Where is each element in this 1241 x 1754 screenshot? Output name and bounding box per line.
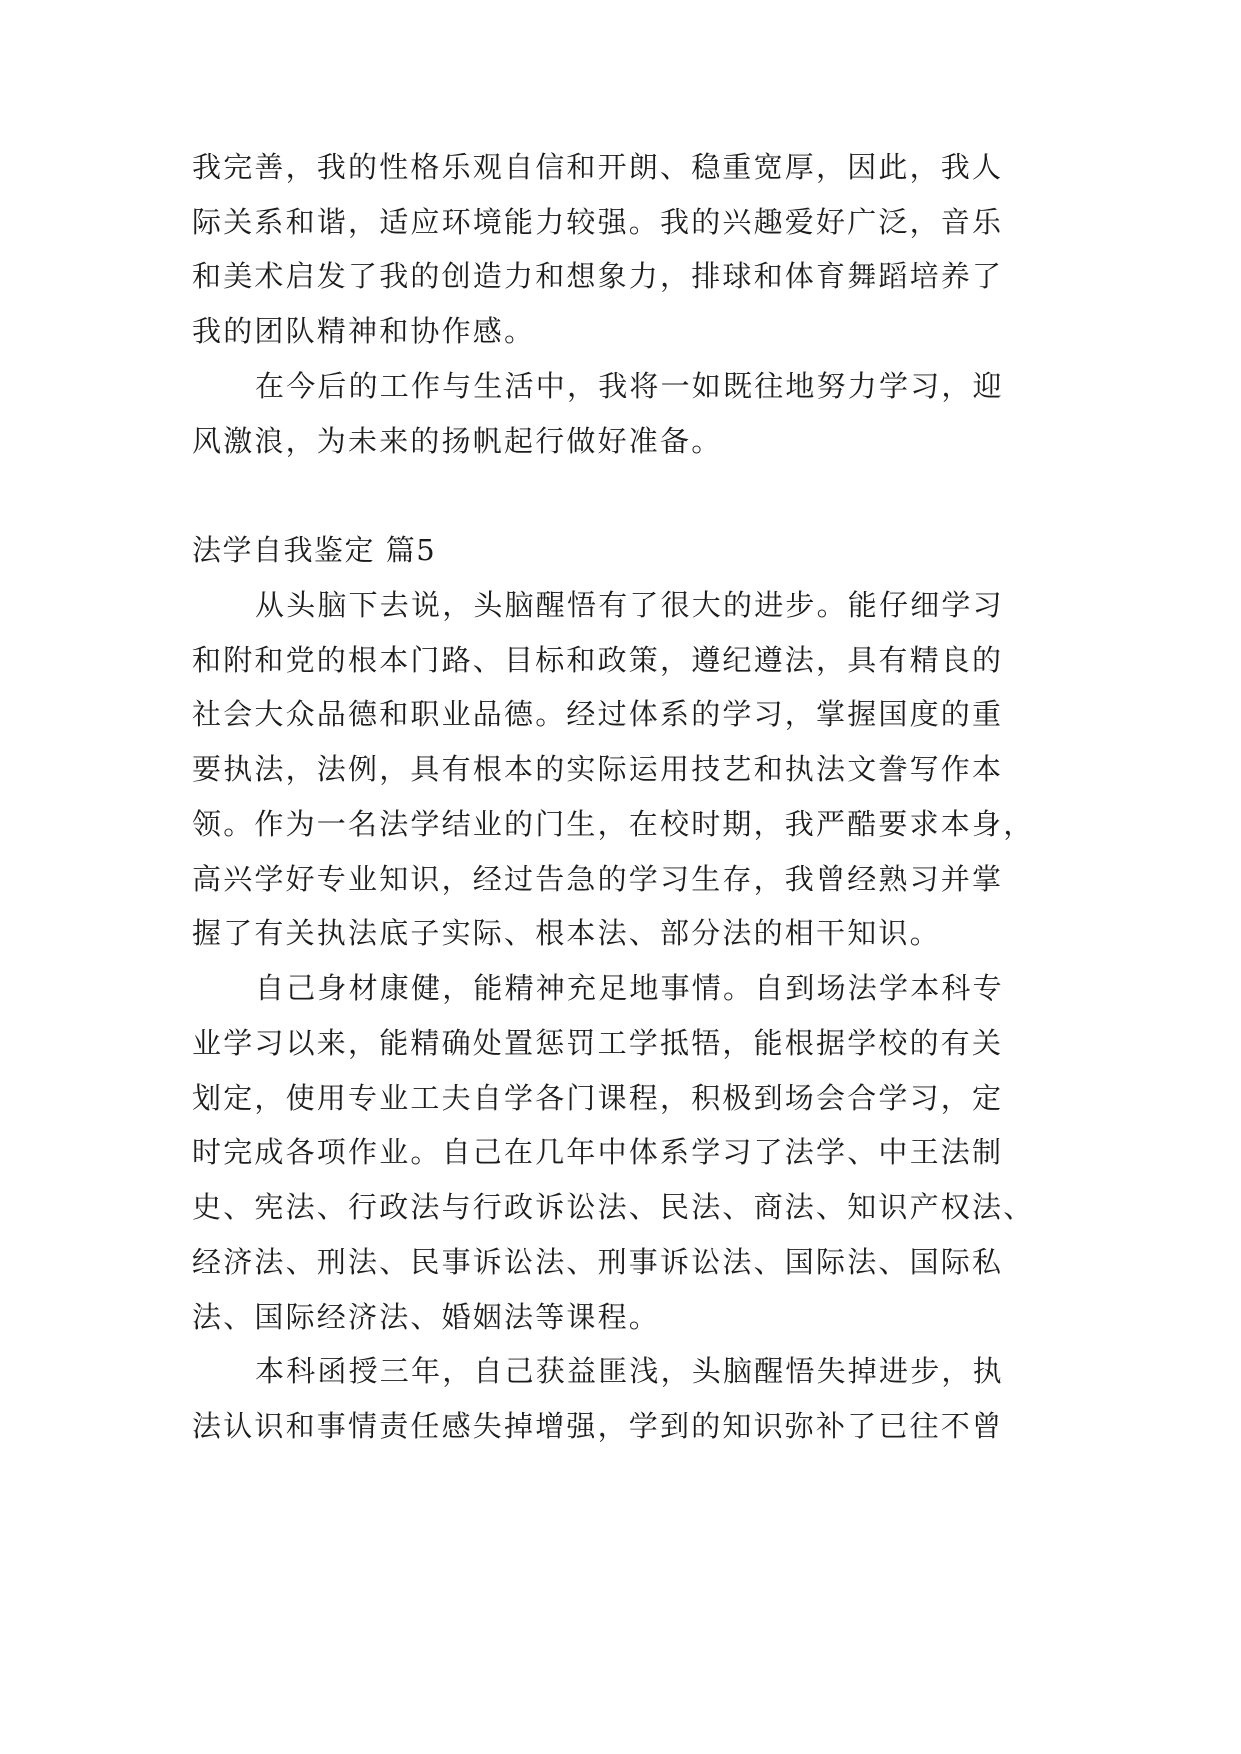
text-line: 法认识和事情责任感失掉增强，学到的知识弥补了已往不曾 bbox=[192, 1409, 1004, 1443]
section-heading: 法学自我鉴定 篇5 bbox=[192, 533, 437, 567]
text-line: 业学习以来，能精确处置惩罚工学抵牾，能根据学校的有关 bbox=[192, 1026, 1004, 1060]
text-line-indented: 本科函授三年，自己获益匪浅，头脑醒悟失掉进步，执 bbox=[255, 1354, 1004, 1388]
text-line: 和附和党的根本门路、目标和政策，遵纪遵法，具有精良的 bbox=[192, 643, 1004, 677]
text-line-indented: 从头脑下去说，头脑醒悟有了很大的进步。能仔细学习 bbox=[255, 588, 1004, 622]
text-line: 高兴学好专业知识，经过告急的学习生存，我曾经熟习并掌 bbox=[192, 862, 1004, 896]
text-line: 经济法、刑法、民事诉讼法、刑事诉讼法、国际法、国际私 bbox=[192, 1245, 1004, 1279]
text-line: 我完善，我的性格乐观自信和开朗、稳重宽厚，因此，我人 bbox=[192, 150, 1004, 184]
text-line: 领。作为一名法学结业的门生，在校时期，我严酷要求本身， bbox=[192, 807, 1035, 841]
text-line: 社会大众品德和职业品德。经过体系的学习，掌握国度的重 bbox=[192, 697, 1004, 731]
text-line: 时完成各项作业。自己在几年中体系学习了法学、中王法制 bbox=[192, 1135, 1004, 1169]
text-line: 要执法，法例，具有根本的实际运用技艺和执法文誊写作本 bbox=[192, 752, 1004, 786]
text-line: 法、国际经济法、婚姻法等课程。 bbox=[192, 1300, 661, 1334]
text-line: 和美术启发了我的创造力和想象力，排球和体育舞蹈培养了 bbox=[192, 259, 1004, 293]
text-line: 风激浪，为未来的扬帆起行做好准备。 bbox=[192, 424, 723, 458]
text-line: 握了有关执法底子实际、根本法、部分法的相干知识。 bbox=[192, 916, 941, 950]
text-line-indented: 在今后的工作与生活中，我将一如既往地努力学习，迎 bbox=[255, 369, 1004, 403]
text-line: 际关系和谐，适应环境能力较强。我的兴趣爱好广泛，音乐 bbox=[192, 205, 1004, 239]
text-line-indented: 自己身材康健，能精神充足地事情。自到场法学本科专 bbox=[255, 971, 1004, 1005]
text-line: 我的团队精神和协作感。 bbox=[192, 314, 536, 348]
text-line: 划定，使用专业工夫自学各门课程，积极到场会合学习，定 bbox=[192, 1081, 1004, 1115]
text-line: 史、宪法、行政法与行政诉讼法、民法、商法、知识产权法、 bbox=[192, 1190, 1035, 1224]
